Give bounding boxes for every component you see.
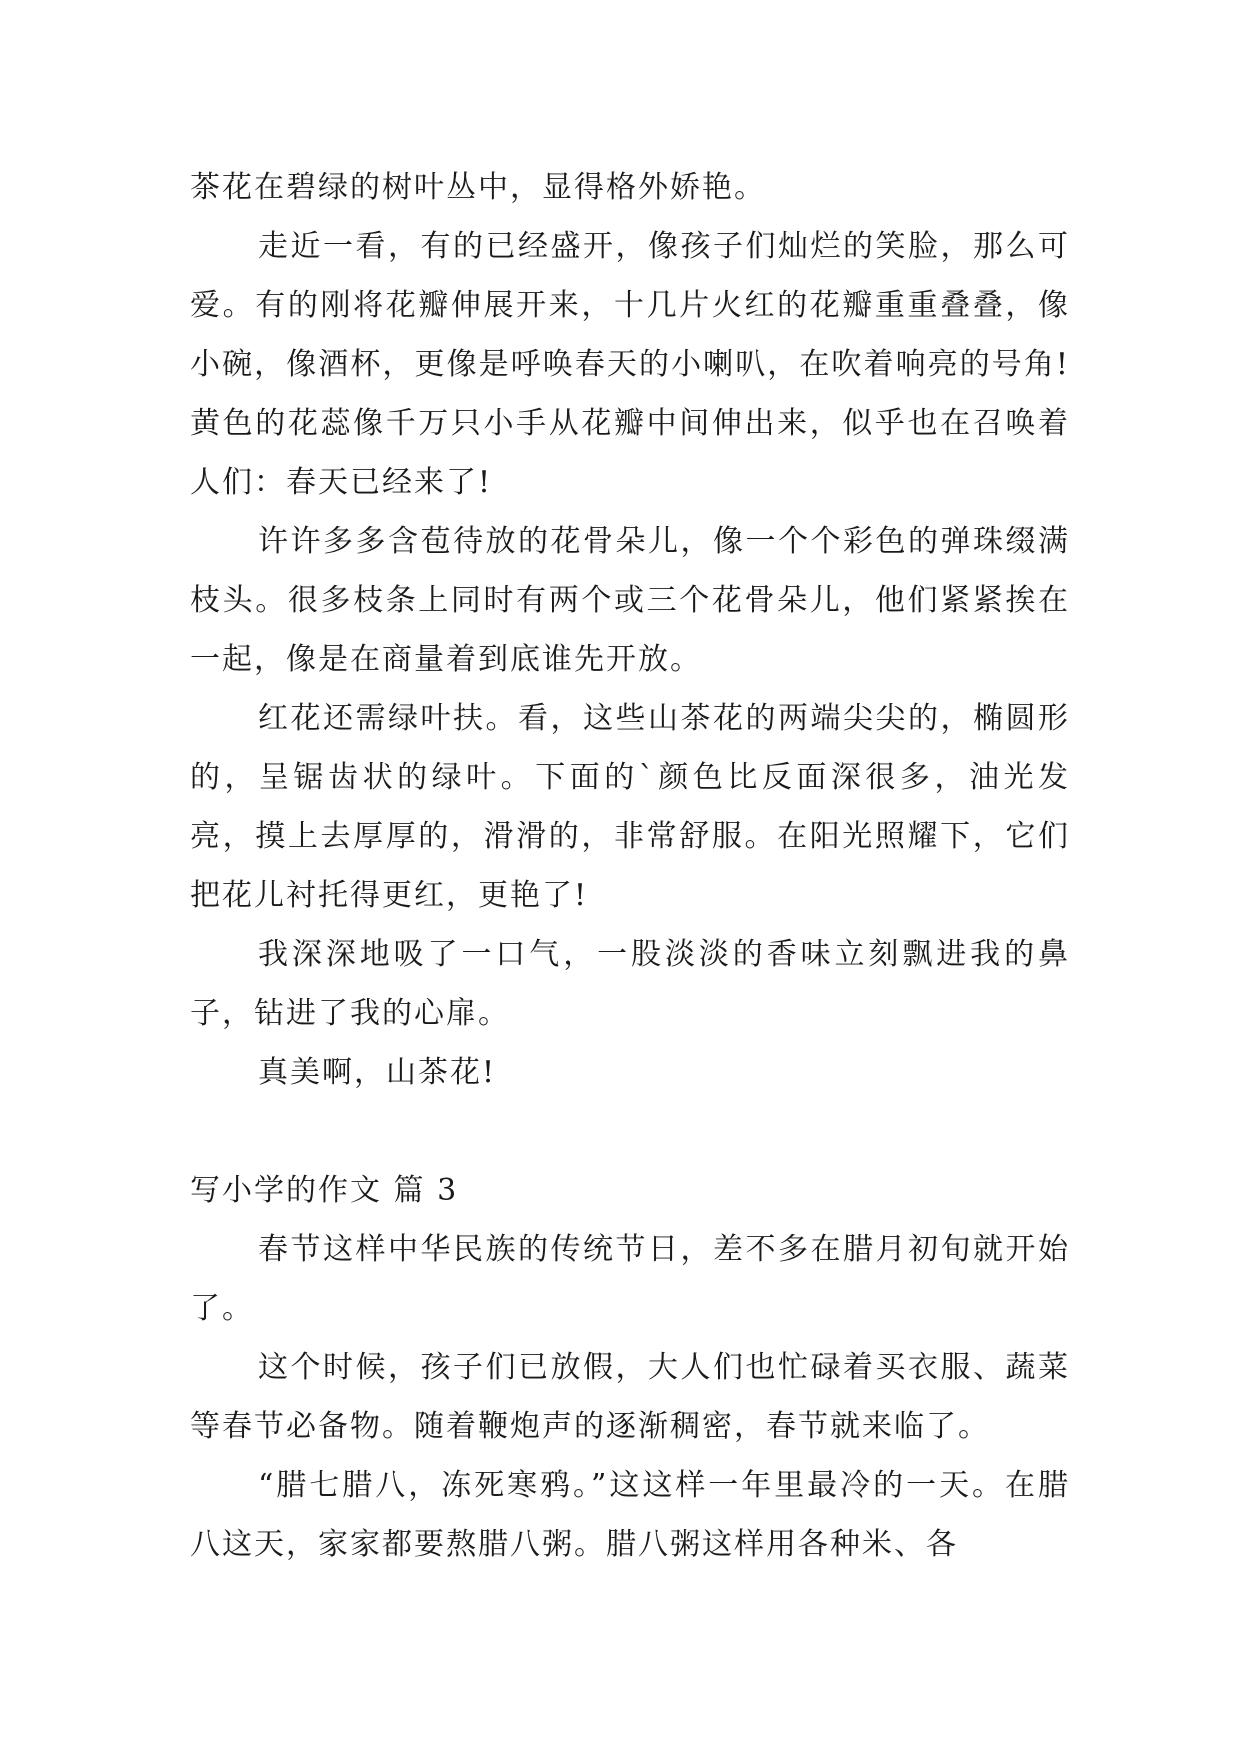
paragraph: “腊七腊八，冻死寒鸦。”这这样一年里最冷的一天。在腊八这天，家家都要熬腊八粥。腊八粥这样用各种米、各 xyxy=(190,1468,1070,1562)
paragraph: 这个时候，孩子们已放假，大人们也忙碌着买衣服、蔬菜等春节必备物。随着鞭炮声的逐渐稠密，春节就来临了。 xyxy=(190,1350,1070,1444)
paragraph: 真美啊，山茶花! xyxy=(258,1055,497,1090)
paragraph: 红花还需绿叶扶。看，这些山茶花的两端尖尖的，椭圆形的，呈锯齿状的绿叶。下面的`颜色比反面深很多，油光发亮，摸上去厚厚的，滑滑的，非常舒服。在阳光照耀下，它们把花儿衬托得更红，更艳了! xyxy=(190,701,1070,913)
paragraph: 许许多多含苞待放的花骨朵儿，像一个个彩色的弹珠缀满枝头。很多枝条上同时有两个或三个花骨朵儿，他们紧紧挨在一起，像是在商量着到底谁先开放。 xyxy=(190,524,1070,677)
paragraph: 走近一看，有的已经盛开，像孩子们灿烂的笑脸，那么可爱。有的刚将花瓣伸展开来，十几片火红的花瓣重重叠叠，像小碗，像酒杯，更像是呼唤春天的小喇叭，在吹着响亮的号角!黄色的花蕊像千万只小手从花瓣中间伸出来，似乎也在召唤着人们：春天已经来了! xyxy=(190,229,1070,500)
paragraph: 我深深地吸了一口气，一股淡淡的香味立刻飘进我的鼻子，钻进了我的心扉。 xyxy=(190,937,1070,1031)
paragraph: 春节这样中华民族的传统节日，差不多在腊月初旬就开始了。 xyxy=(190,1232,1070,1326)
paragraph: 茶花在碧绿的树叶丛中，显得格外娇艳。 xyxy=(190,170,766,205)
document-body xyxy=(190,158,1070,1574)
section-title: 写小学的作文 篇 3 xyxy=(190,1173,459,1208)
